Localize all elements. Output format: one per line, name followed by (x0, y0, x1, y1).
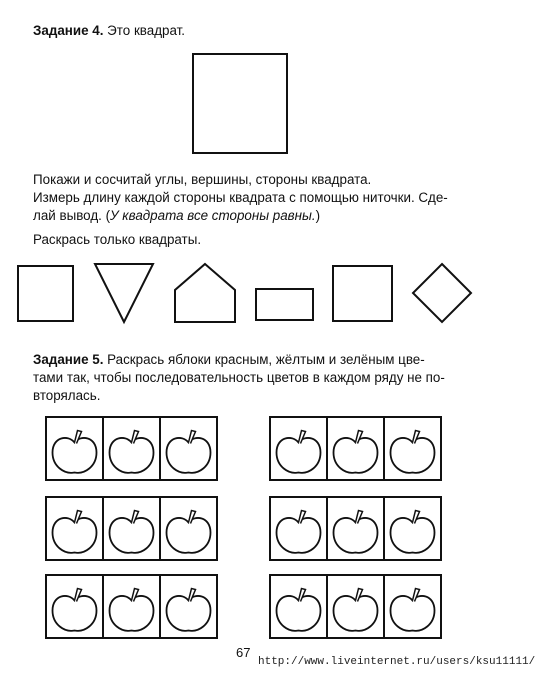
apple-cell (270, 497, 327, 560)
apple-icon (53, 518, 97, 553)
apple-icon (167, 438, 211, 473)
apple-stem-icon (189, 431, 196, 444)
apple-stem-icon (75, 431, 82, 444)
apple-icon (110, 438, 154, 473)
apple-cell (384, 497, 441, 560)
apple-cell (270, 417, 327, 480)
task4-title: Это квадрат. (103, 23, 185, 38)
apple-cell (327, 417, 384, 480)
task5-line-3: вторялась. (33, 388, 101, 403)
big-square (193, 54, 287, 153)
task4-instruction-3 (33, 207, 320, 224)
shape-rhombus (413, 264, 471, 322)
apple-group (46, 497, 217, 560)
apple-stem-icon (299, 589, 306, 602)
apple-stem-icon (132, 431, 139, 444)
apple-icon (391, 438, 435, 473)
apple-icon (277, 518, 321, 553)
apple-cell (46, 575, 103, 638)
apple-icon (334, 518, 378, 553)
apple-icon (277, 596, 321, 631)
apple-group (270, 575, 441, 638)
apple-cell (327, 497, 384, 560)
apple-stem-icon (299, 431, 306, 444)
shape-square (18, 266, 73, 321)
apple-cell (327, 575, 384, 638)
apple-icon (391, 596, 435, 631)
apple-stem-icon (75, 589, 82, 602)
task4-instruction-1: Покажи и сосчитай углы, вершины, стороны квадрата. (33, 172, 372, 187)
apple-stem-icon (75, 511, 82, 524)
apple-cell (384, 417, 441, 480)
apple-stem-icon (413, 589, 420, 602)
instruction3-end: ) (315, 208, 321, 223)
apple-icon (53, 596, 97, 631)
apple-cell (46, 497, 103, 560)
task5-line-1 (33, 351, 425, 368)
task5-line-2: тами так, чтобы последовательность цветов в каждом ряду не по- (33, 370, 445, 385)
apple-stem-icon (413, 511, 420, 524)
apple-cell (46, 417, 103, 480)
apple-cell (160, 417, 217, 480)
apple-group (46, 575, 217, 638)
apple-stem-icon (356, 589, 363, 602)
apple-stem-icon (356, 511, 363, 524)
task5-text-1: Раскрась яблоки красным, жёлтым и зелёным цве- (103, 352, 425, 367)
apple-icon (110, 596, 154, 631)
task5-label: Задание 5. (33, 352, 104, 367)
apple-stem-icon (356, 431, 363, 444)
apple-icon (277, 438, 321, 473)
apple-icon (53, 438, 97, 473)
instruction3-italic: У квадрата все стороны равны. (110, 208, 316, 223)
task4-color-prompt: Раскрась только квадраты. (33, 232, 202, 247)
instruction3-start: лай вывод. ( (33, 208, 111, 223)
apple-cell (103, 575, 160, 638)
apple-stem-icon (299, 511, 306, 524)
apple-icon (167, 596, 211, 631)
apple-icon (391, 518, 435, 553)
apple-group (270, 417, 441, 480)
apple-stem-icon (189, 511, 196, 524)
apple-icon (334, 438, 378, 473)
shapes-row (18, 264, 471, 322)
page-number: 67 (236, 645, 251, 660)
apple-group (270, 497, 441, 560)
task4-instruction-2: Измерь длину каждой стороны квадрата с помощью ниточки. Сде- (33, 190, 448, 205)
apple-cell (384, 575, 441, 638)
apple-stem-icon (413, 431, 420, 444)
watermark-url: http://www.liveinternet.ru/users/ksu11111/ (258, 656, 535, 668)
shape-square (333, 266, 392, 321)
apple-icon (334, 596, 378, 631)
apple-grid (46, 417, 441, 638)
shape-triangle (95, 264, 153, 322)
apple-icon (110, 518, 154, 553)
apple-cell (160, 575, 217, 638)
apple-stem-icon (132, 511, 139, 524)
apple-cell (103, 417, 160, 480)
shape-pentagon (175, 264, 235, 322)
apple-icon (167, 518, 211, 553)
apple-cell (160, 497, 217, 560)
apple-stem-icon (189, 589, 196, 602)
apple-group (46, 417, 217, 480)
shape-rectangle (256, 289, 313, 320)
apple-stem-icon (132, 589, 139, 602)
apple-cell (103, 497, 160, 560)
task4-label: Задание 4. (33, 23, 104, 38)
apple-cell (270, 575, 327, 638)
